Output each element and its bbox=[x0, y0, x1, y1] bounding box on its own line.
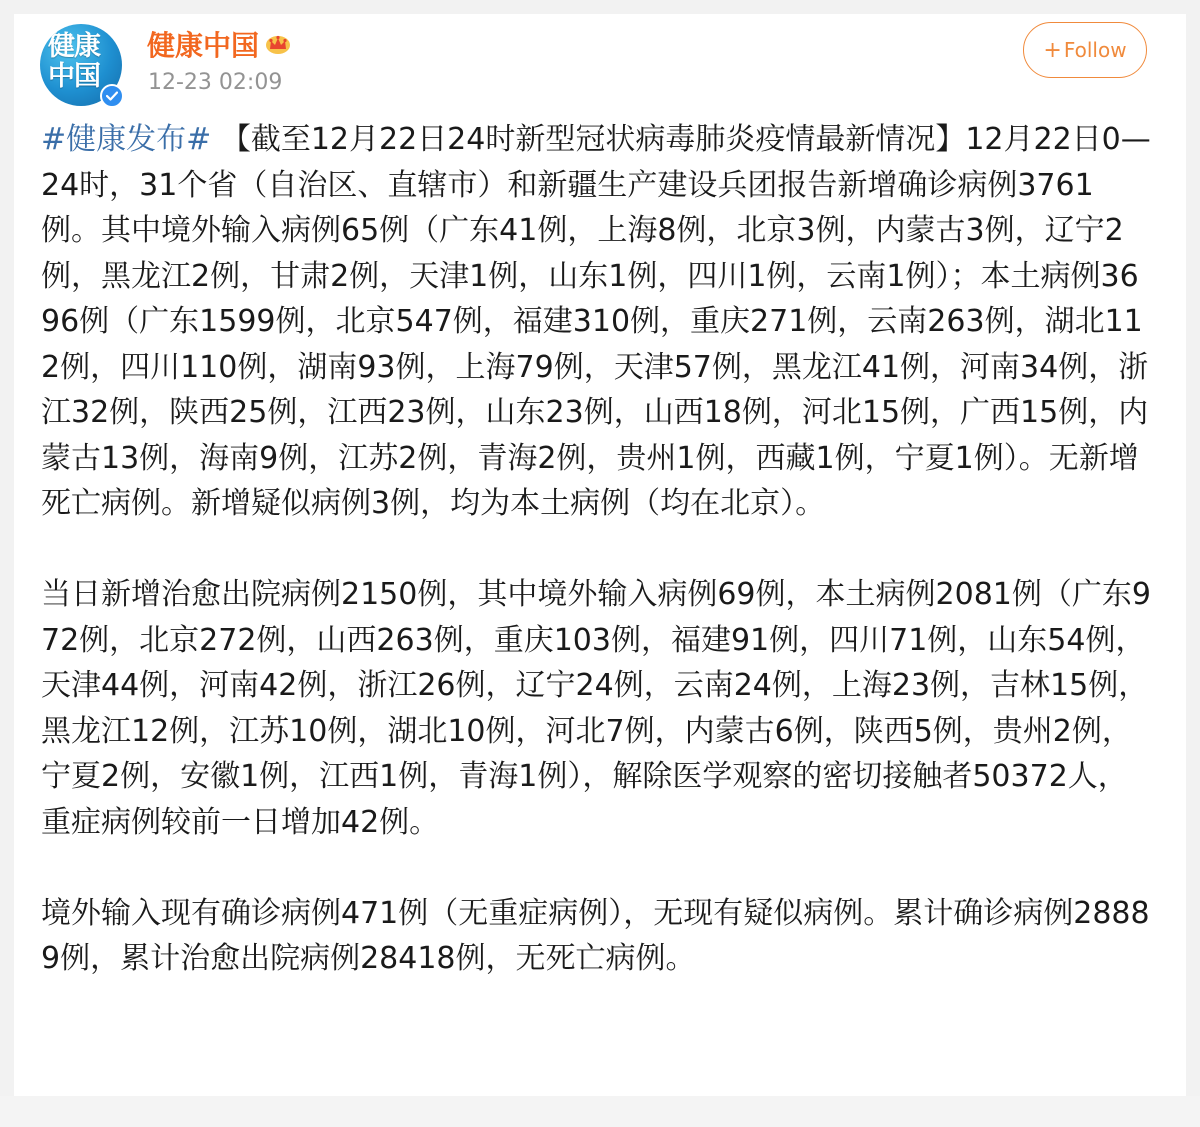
post-timestamp: 12-23 02:09 bbox=[148, 70, 283, 95]
verified-check-icon bbox=[100, 84, 124, 108]
post-text bbox=[41, 117, 1151, 982]
post-paragraph-1 bbox=[41, 117, 1151, 527]
follow-button[interactable] bbox=[1023, 22, 1147, 78]
username-row bbox=[147, 24, 291, 64]
account-name[interactable]: 健康中国 bbox=[147, 29, 260, 62]
follow-label: Follow bbox=[1063, 38, 1127, 62]
crown-icon[interactable] bbox=[265, 33, 291, 55]
post-paragraph-2: 当日新增治愈出院病例2150例，其中境外输入病例69例，本土病例2081例（广东972例，北京272例，山西263例，重庆103例，福建91例，四川71例，山东54例，天津44例，河南42例，浙江26例，辽宁24例，云南24例，上海23例，吉林15例，黑龙江12例，江苏10例，湖北10例，河北7例，内蒙古6例，陕西5例，贵州2例，宁夏2例，安徽1例，江西1例，青海1例），解除医学观察的密切接触者50372人，重症病例较前一日增加42例。 bbox=[41, 577, 1151, 840]
weibo-post-card bbox=[14, 14, 1186, 1127]
post-paragraph-3: 境外输入现有确诊病例471例（无重症病例），无现有疑似病例。累计确诊病例28889例，累计治愈出院病例28418例，无死亡病例。 bbox=[41, 895, 1150, 976]
bottom-bar bbox=[0, 1096, 1200, 1127]
avatar-text: 健康中国 bbox=[48, 31, 100, 92]
plus-icon: + bbox=[1043, 37, 1062, 63]
paragraph-1-text: 【截至12月22日24时新型冠状病毒肺炎疫情最新情况】12月22日0—24时，31个省（自治区、直辖市）和新疆生产建设兵团报告新增确诊病例3761例。其中境外输入病例65例（广东41例，上海8例，北京3例，内蒙古3例，辽宁2例，黑龙江2例，甘肃2例，天津1例，山东1例，四川1例，云南1例）；本土病例3696例（广东1599例，北京547例，福建310例，重庆271例，云南263例，湖北112例，四川110例，湖南93例，上海79例，天津57例，黑龙江41例，河南34例，浙江32例，陕西25例，江西23例，山东23例，山西18例，河北15例，广西15例，内蒙古13例，海南9例，江苏2例，青海2例，贵州1例，西藏1例，宁夏1例）。无新增死亡病例。新增疑似病例3例，均为本土病例（均在北京）。 bbox=[41, 122, 1151, 521]
hashtag-link[interactable]: #健康发布# bbox=[41, 122, 212, 157]
